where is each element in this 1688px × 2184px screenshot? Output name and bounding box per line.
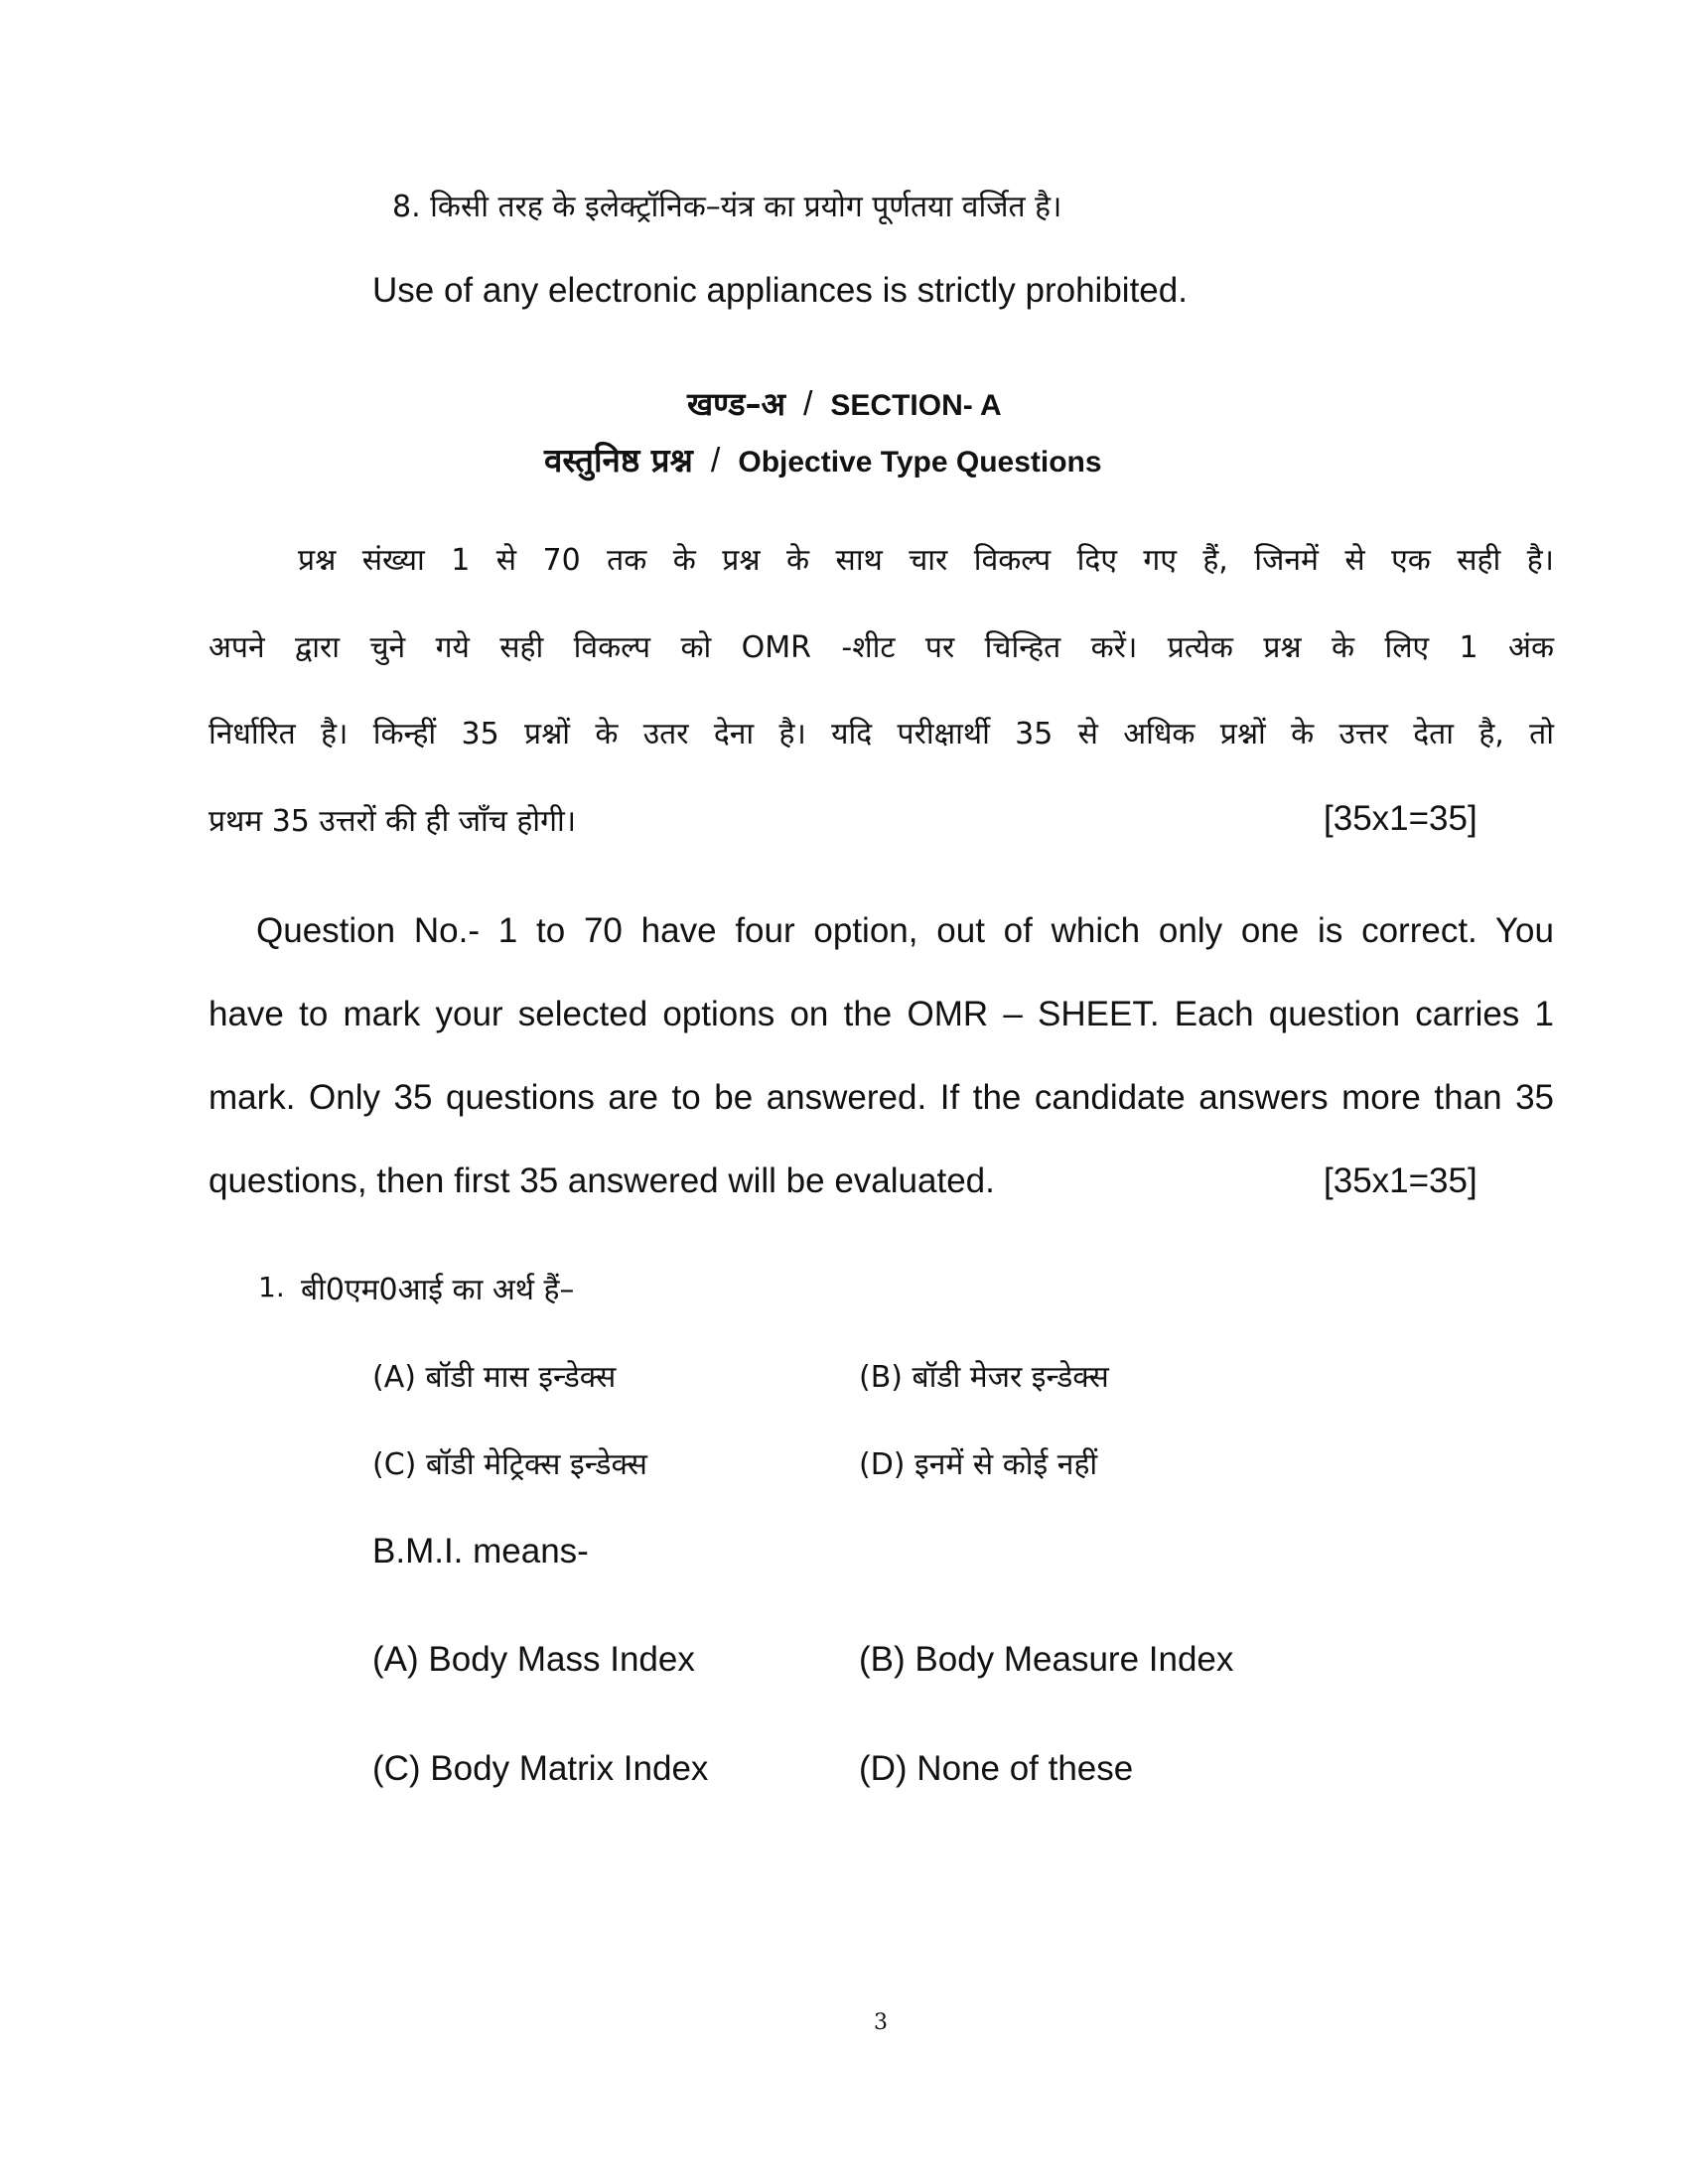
english-instruction-line-3: mark. Only 35 questions are to be answered. If the candidate answers more than 35 — [209, 1078, 1554, 1117]
question-1-english-text: B.M.I. means- — [372, 1532, 589, 1570]
hindi-instruction-line-3: निर्धारित है। किन्हीं 35 प्रश्नों के उतर देना है। यदि परीक्षार्थी 35 से अधिक प्रश्नों के उत्तर देता है, तो — [209, 717, 1554, 751]
question-1-english-option-c: (C) Body Matrix Index — [372, 1749, 709, 1788]
section-title-english: SECTION- A — [830, 389, 1002, 422]
question-1-hindi-option-a: (A) बॉडी मास इन्डेक्स — [372, 1360, 617, 1395]
instruction-8-hindi: 8. किसी तरह के इलेक्ट्रॉनिक–यंत्र का प्रयोग पूर्णतया वर्जित है। — [392, 190, 1062, 224]
section-slash: / — [802, 385, 813, 423]
hindi-instruction-line-1: प्रश्न संख्या 1 से 70 तक के प्रश्न के साथ चार विकल्प दिए गए हैं, जिनमें से एक सही है। — [298, 543, 1554, 578]
section-heading — [687, 382, 1002, 425]
section-subheading — [544, 437, 1102, 481]
english-marks: [35x1=35] — [1324, 1161, 1477, 1200]
question-1-number: 1. — [258, 1271, 285, 1303]
hindi-instruction-line-2: अपने द्वारा चुने गये सही विकल्प को OMR -शीट पर चिन्हित करें। प्रत्येक प्रश्न के लिए 1 अंक — [209, 630, 1554, 665]
instruction-8-english: Use of any electronic appliances is strictly prohibited. — [372, 271, 1188, 310]
page-number: 3 — [874, 2010, 888, 2035]
question-1-english-option-b: (B) Body Measure Index — [859, 1640, 1234, 1679]
question-1-hindi-text: बी0एम0आई का अर्थ हैं– — [301, 1273, 575, 1307]
english-instruction-line-4: questions, then first 35 answered will be evaluated. — [209, 1161, 995, 1200]
question-1-hindi-option-d: (D) इनमें से कोई नहीं — [859, 1447, 1098, 1482]
question-1-english-option-a: (A) Body Mass Index — [372, 1640, 695, 1679]
subtitle-slash: / — [710, 442, 721, 479]
question-1-hindi-option-c: (C) बॉडी मेट्रिक्स इन्डेक्स — [372, 1447, 647, 1482]
question-1-hindi-option-b: (B) बॉडी मेजर इन्डेक्स — [859, 1360, 1109, 1395]
hindi-marks: [35x1=35] — [1324, 799, 1477, 838]
question-1-english-option-d: (D) None of these — [859, 1749, 1134, 1788]
section-title-hindi: खण्ड–अ — [687, 385, 785, 423]
english-instruction-line-1: Question No.- 1 to 70 have four option, out of which only one is correct. You — [256, 911, 1554, 950]
section-subtitle-hindi: वस्तुनिष्ठ प्रश्न — [544, 441, 693, 479]
hindi-instruction-line-4: प्रथम 35 उत्तरों की ही जाँच होगी। — [209, 804, 577, 839]
section-subtitle-english: Objective Type Questions — [738, 446, 1102, 478]
english-instruction-line-2: have to mark your selected options on the OMR – SHEET. Each question carries 1 — [209, 995, 1554, 1033]
